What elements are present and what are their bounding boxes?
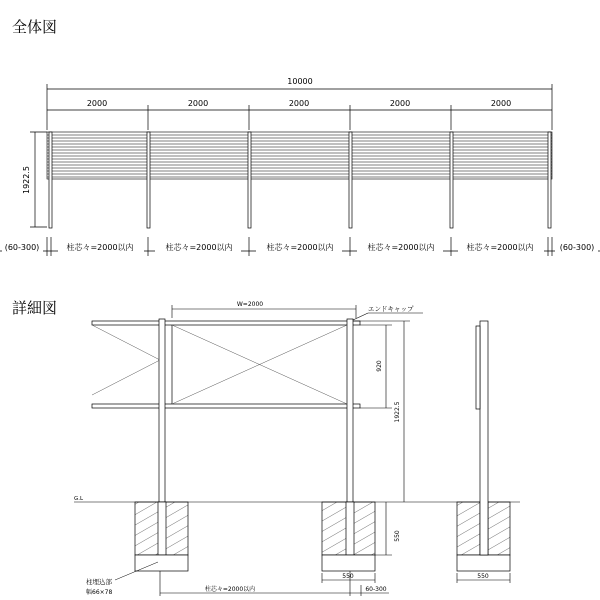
detail-offset-label: 60-300	[365, 586, 387, 593]
embed-label-2: 幅66×78	[86, 589, 113, 596]
louver-panel	[47, 132, 552, 179]
overview-title: 全体図	[12, 18, 58, 36]
total-height-label: 1922.5	[394, 401, 401, 423]
detail-bracing	[92, 325, 347, 404]
detail-title: 詳細図	[12, 299, 58, 317]
post-pitch-5: 柱芯々=2000以内	[466, 243, 534, 252]
span-label-3: 2000	[288, 99, 310, 108]
overall-width-label: 10000	[287, 77, 313, 86]
detail-pitch-label: 柱芯々=2000以内	[204, 586, 256, 593]
post-pitch-3: 柱芯々=2000以内	[266, 243, 334, 252]
span-label-4: 2000	[389, 99, 411, 108]
span-dimension-line	[47, 105, 552, 130]
post-pitch-4: 柱芯々=2000以内	[367, 243, 435, 252]
span-label-1: 2000	[86, 99, 108, 108]
footing-width-label-2: 550	[477, 573, 489, 580]
panel-height-label: 920	[376, 360, 383, 372]
end-offset-left: (60-300)	[4, 243, 40, 252]
detail-width-dimension	[172, 305, 356, 318]
embed-label-1: 柱埋込部	[86, 578, 112, 586]
embed-depth-dimension	[375, 502, 392, 555]
detail-pitch-dimension	[160, 571, 389, 596]
base-slabs	[135, 555, 510, 571]
end-cap-label: エンドキャップ	[368, 305, 414, 313]
height-label: 1922.5	[22, 166, 31, 194]
total-height-dimension	[353, 321, 410, 502]
span-label-5: 2000	[490, 99, 512, 108]
height-dimension	[30, 132, 47, 227]
end-offset-right: (60-300)	[559, 243, 595, 252]
detail-rails	[92, 321, 360, 408]
footing-width-label-1: 550	[342, 573, 354, 580]
ground-label: G.L	[74, 496, 84, 502]
span-label-2: 2000	[187, 99, 209, 108]
detail-width-label: W=2000	[236, 301, 264, 308]
embed-depth-label: 550	[394, 530, 401, 542]
post-pitch-2: 柱芯々=2000以内	[165, 243, 233, 252]
pitch-labels	[2, 241, 598, 253]
footings	[135, 502, 510, 555]
end-cap-leader	[353, 313, 423, 320]
post-pitch-1: 柱芯々=2000以内	[66, 243, 134, 252]
